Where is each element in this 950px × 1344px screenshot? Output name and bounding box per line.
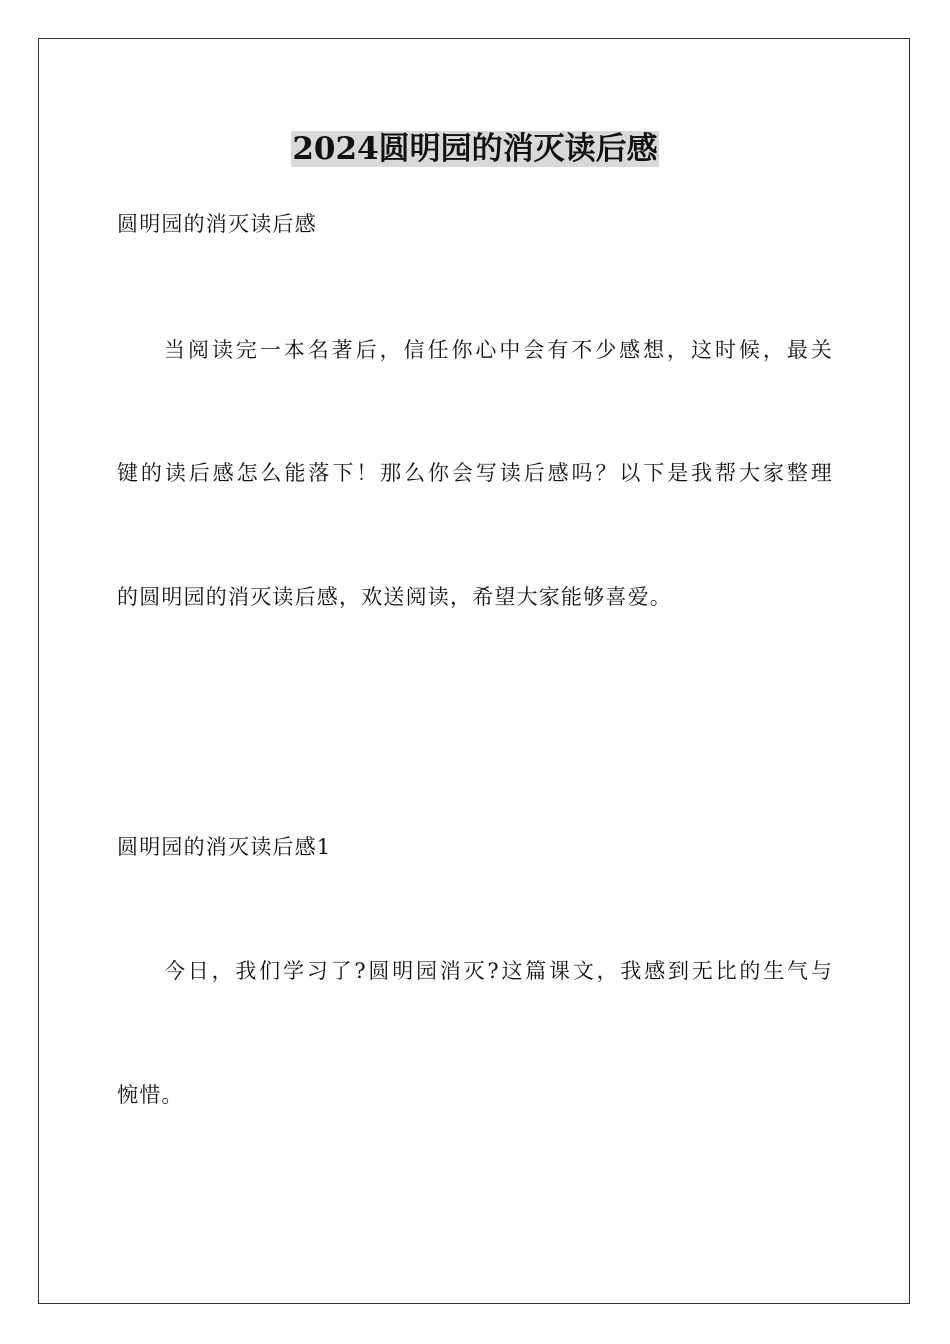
document-subtitle: 圆明园的消灭读后感 [117,212,317,236]
intro-paragraph-line-2: 键的读后感怎么能落下！那么你会写读后感吗？以下是我帮大家整理 [117,461,833,485]
section-1-paragraph-line-2: 惋惜。 [117,1083,184,1107]
intro-paragraph-line-1: 当阅读完一本名著后，信任你心中会有不少感想，这时候，最关 [164,338,833,362]
section-1-heading: 圆明园的消灭读后感1 [117,835,332,859]
document-title-text: 2024圆明园的消灭读后感 [292,131,658,167]
section-1-paragraph-line-1: 今日，我们学习了?圆明园消灭?这篇课文，我感到无比的生气与 [164,959,833,983]
intro-paragraph-line-3: 的圆明园的消灭读后感，欢送阅读，希望大家能够喜爱。 [117,585,672,609]
document-title [0,128,950,170]
